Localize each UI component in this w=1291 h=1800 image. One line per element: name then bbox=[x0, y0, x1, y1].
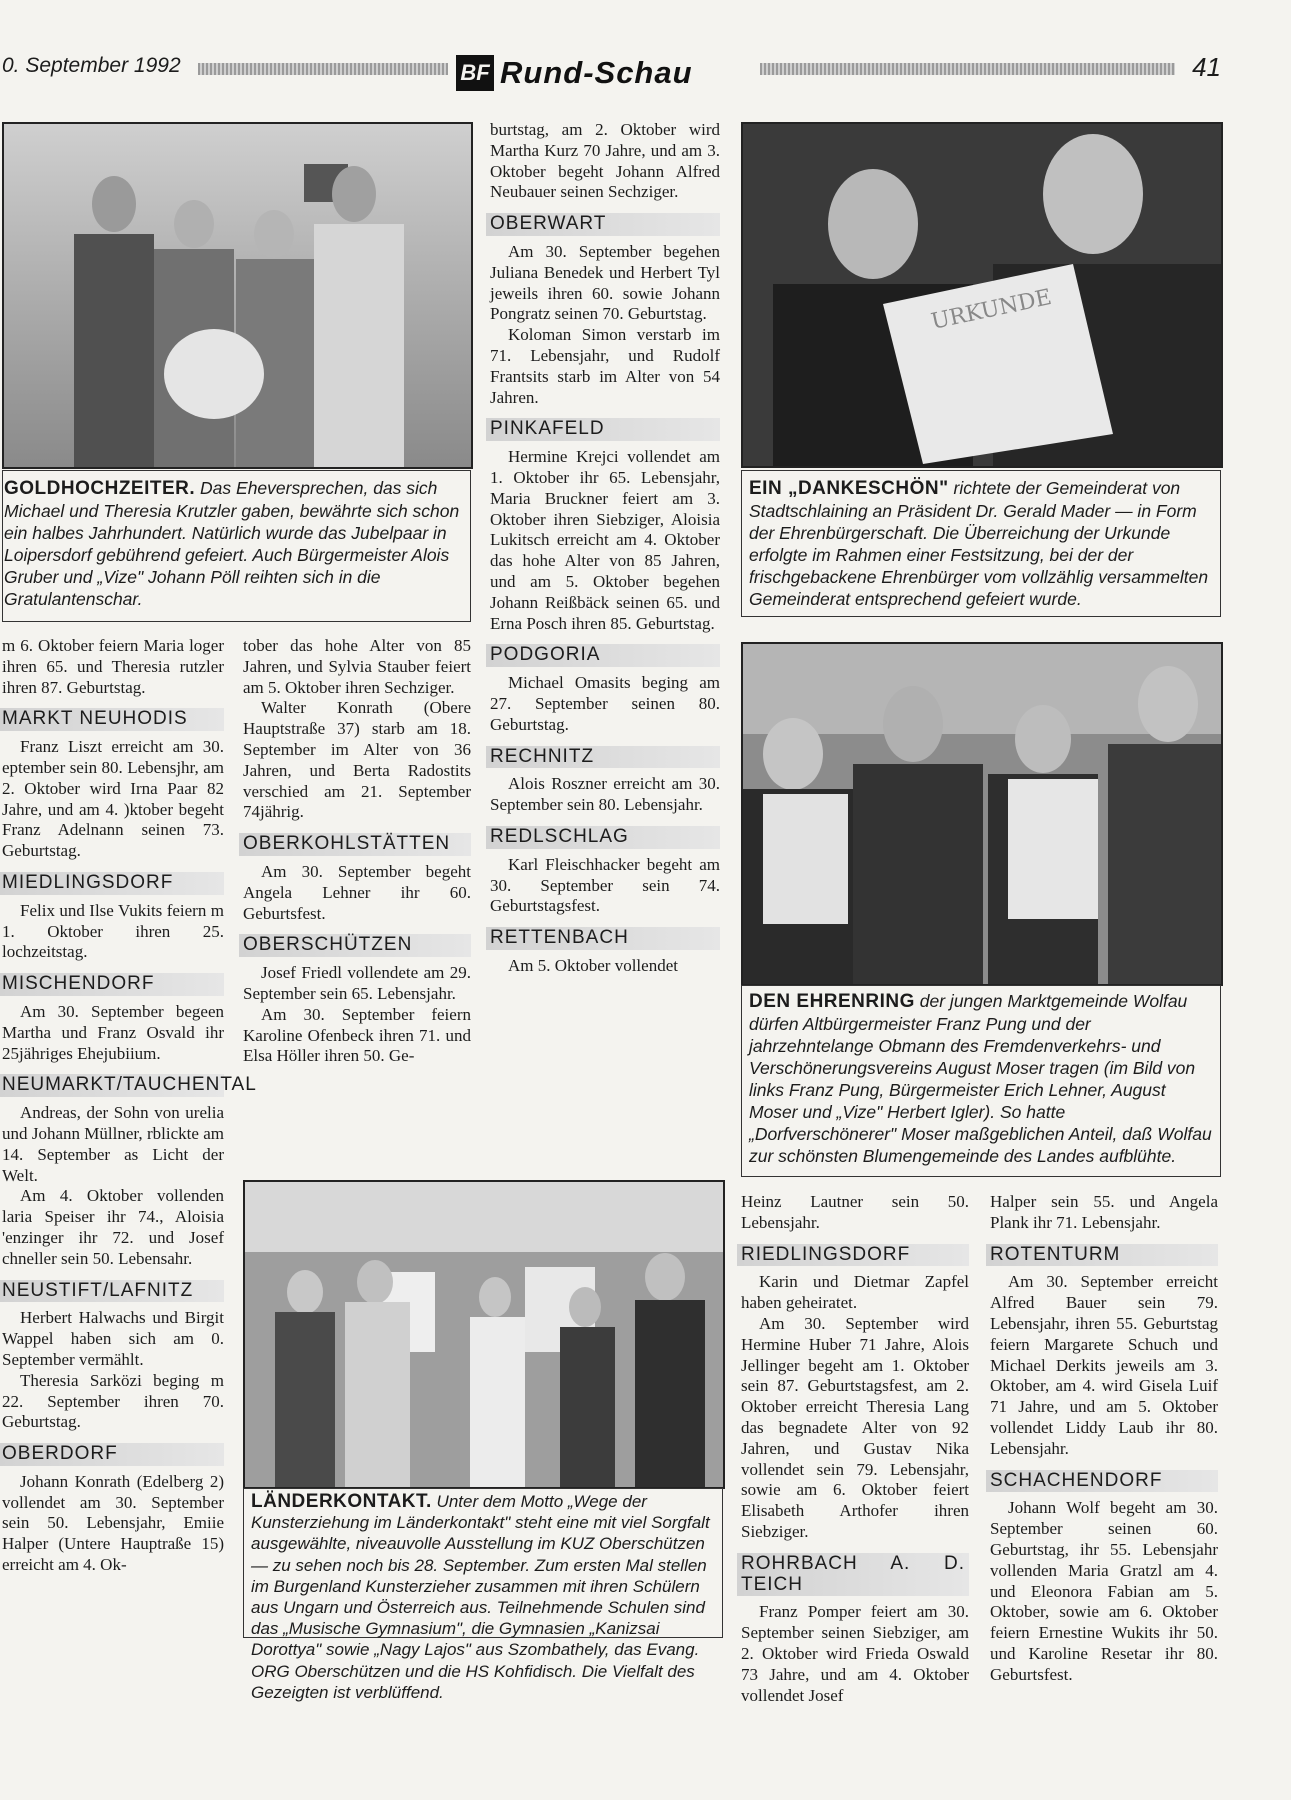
photo-exhibition bbox=[243, 1180, 725, 1489]
issue-date: 0. September 1992 bbox=[2, 54, 181, 77]
paragraph: Michael Omasits beging am 27. September seinen 80. Geburtstag. bbox=[490, 673, 720, 734]
header-rule-left bbox=[198, 63, 448, 75]
caption-lead: GOLDHOCHZEITER. bbox=[4, 478, 196, 499]
column-2 bbox=[243, 636, 471, 1067]
paragraph: Andreas, der Sohn von urelia und Johann Müllner, rblickte am 14. September as Licht der Welt. bbox=[2, 1103, 224, 1185]
paragraph: Franz Pomper feiert am 30. September seinen Siebziger, am 2. Oktober wird Frieda Oswald 73 Jahre, und am 4. Oktober vollendet Josef bbox=[741, 1602, 969, 1705]
section-heading-oberkohlstaetten: OBERKOHLSTÄTTEN bbox=[239, 833, 471, 856]
section-heading-oberwart: OBERWART bbox=[486, 213, 720, 236]
caption-text: der jungen Marktgemeinde Wolfau dürfen Altbürgermeister Franz Pung und der jahrzehntelange Obmann des Fremdenverkehrs- und Verschönerungsvereins August Moser tragen (im Bild von links Franz Pung, Bürgermeister Erich Lehner, August Moser und „Vize" Herbert Igler). So hatte „Dorfverschönerer" Moser maßgeblichen Anteil, daß Wolfau zur schönsten Blumengemeinde des Landes aufblühte. bbox=[749, 991, 1212, 1166]
section-heading-mischendorf: MISCHENDORF bbox=[0, 973, 224, 996]
paragraph: m 6. Oktober feiern Maria loger ihren 65. und Theresia rutzler ihren 87. Geburtstag. bbox=[2, 636, 224, 697]
paragraph: Koloman Simon verstarb im 71. Lebensjahr, und Rudolf Frantsits starb im Alter von 54 Jahren. bbox=[490, 325, 720, 407]
paragraph: Am 5. Oktober vollendet bbox=[508, 955, 678, 975]
section-heading-pinkafeld: PINKAFELD bbox=[486, 418, 720, 441]
caption-lead: DEN EHRENRING bbox=[749, 991, 915, 1012]
caption-text: Unter dem Motto „Wege der Kunsterziehung im Länderkontakt" steht eine mit viel Sorgfalt ausgewählte, niveauvolle Ausstellung im KUZ Oberschützen — zu sehen noch bis 28. September. Zum ersten Mal stellen im Burgenland Kunsterzieher zusammen mit ihren Schülern aus Ungarn und Österreich aus. Teilnehmende Schulen sind das „Musische Gymnasium", die Gymnasien „Kanizsai Dorottya" sowie „Nagy Lajos" aus Szombathely, das Evang. ORG Oberschützen und die HS Kohfidisch. Die Vielfalt des Gezeigten ist verblüffend. bbox=[251, 1492, 710, 1702]
photo-honor-ring bbox=[741, 642, 1223, 986]
paragraph: Theresia Sarközi beging m 22. September ihren 70. Geburtstag. bbox=[2, 1370, 224, 1432]
section-heading-oberdorf: OBERDORF bbox=[0, 1443, 224, 1466]
section-heading-neumarkt: NEUMARKT/TAUCHENTAL bbox=[0, 1074, 224, 1097]
paragraph: Heinz Lautner sein 50. Lebensjahr. bbox=[741, 1192, 969, 1232]
paragraph: Am 4. Oktober vollenden laria Speiser ihr 74., Aloisia 'enzinger ihr 72. und Josef chneller sein 50. Lebensahr. bbox=[2, 1186, 224, 1268]
column-3 bbox=[490, 120, 720, 977]
header-rule-right bbox=[760, 63, 1175, 75]
bf-logo-mark: BF bbox=[456, 55, 494, 91]
paragraph: Am 30. September begeht Angela Lehner ihr 60. Geburtsfest. bbox=[243, 861, 471, 923]
caption-text: Das Eheversprechen, das sich Michael und Theresia Krutzler gaben, bewährte sich schon ein halbes Jahrhundert. Natürlich wurde das Jubelpaar in Loipersdorf gebührend gefeiert. Auch Bürgermeister Alois Gruber und „Vize" Johann Pöll reihten sich in die Gratulantenschar. bbox=[4, 478, 460, 609]
masthead-logo bbox=[456, 53, 693, 93]
section-heading-rettenbach: RETTENBACH bbox=[486, 927, 720, 950]
section-heading-miedlingsdorf: MIEDLINGSDORF bbox=[0, 872, 224, 895]
paragraph: Herbert Halwachs und Birgit Wappel haben sich am 0. September vermählt. bbox=[2, 1308, 224, 1369]
paragraph: Franz Liszt erreicht am 30. eptember sein 80. Lebensjhr, am 2. Oktober wird Irna Paar 82 Jahre, und am 4. )ktober begeht Franz Adelnann seinen 73. Geburtstag. bbox=[2, 737, 224, 861]
section-heading-riedlingsdorf: RIEDLINGSDORF bbox=[737, 1244, 969, 1267]
section-heading-rotenturm: ROTENTURM bbox=[986, 1244, 1218, 1267]
caption-text: richtete der Gemeinderat von Stadtschlaining an Präsident Dr. Gerald Mader — in Form der Ehrenbürgerschaft. Die Überreichung der Urkunde erfolgte im Rahmen einer Festsitzung, bei der der frischgebackene Ehrenbürger vom vollzählig versammelten Gemeinderat entsprechend gefeiert wurde. bbox=[749, 478, 1209, 609]
photo-golden-wedding bbox=[2, 122, 473, 469]
paragraph: Hermine Krejci vollendet am 1. Oktober ihr 65. Lebensjahr, Maria Bruckner feiert am 3. Oktober ihren Siebziger, Aloisia Lukitsch erreicht am 4. Oktober das hohe Alter von 85 Jahren, und am 5. Oktober begehen Johann Reißbäck seinen 65. und Erna Posch ihren 85. Geburtstag. bbox=[490, 447, 720, 633]
caption-lead: EIN „DANKESCHÖN" bbox=[749, 478, 949, 499]
caption-honorary-citizen bbox=[749, 477, 1215, 610]
section-heading-oberschuetzen: OBERSCHÜTZEN bbox=[239, 934, 471, 957]
paragraph: Johann Konrath (Edelberg 2) vollendet am 30. September sein 50. Lebensjahr, Emiie Halper (Untere Hauptraße 15) erreicht am 4. Ok- bbox=[2, 1471, 224, 1575]
column-4 bbox=[741, 1192, 969, 1706]
paragraph: Am 30. September wird Hermine Huber 71 Jahre, Alois Jellinger begeht am 1. Oktober sein 87. Geburtstagsfest, am 2. Oktober erreicht Theresia Lang das begnadete Alter von 92 Jahren, und Gustav Nika vollendet sein 79. Lebensjahr, sowie am 6. Oktober feiert Elisabeth Arthofer ihren Siebziger. bbox=[741, 1313, 969, 1541]
section-heading-podgoria: PODGORIA bbox=[486, 644, 720, 667]
paragraph: tober das hohe Alter von 85 Jahren, und Sylvia Stauber feiert am 5. Oktober ihren Sechziger. bbox=[243, 636, 471, 697]
rundschau-title: Rund-Schau bbox=[500, 55, 693, 90]
paragraph: Karin und Dietmar Zapfel haben geheiratet. bbox=[741, 1272, 969, 1313]
certificate-text: URKUNDE bbox=[929, 284, 1054, 335]
paragraph: Felix und Ilse Vukits feiern m 1. Oktober ihren 25. lochzeitstag. bbox=[2, 900, 224, 962]
paragraph: Karl Fleischhacker begeht am 30. September sein 74. Geburtstagsfest. bbox=[490, 854, 720, 916]
paragraph: Am 30. September erreicht Alfred Bauer sein 79. Lebensjahr, ihren 55. Geburtstag feiern Margarete Schuch und Michael Derkits jeweils am 3. Oktober, am 4. wird Gisela Luif 71 Jahre, und am 5. Oktober vollendet Liddy Laub ihr 80. Lebensjahr. bbox=[990, 1272, 1218, 1458]
section-heading-neustift: NEUSTIFT/LAFNITZ bbox=[0, 1280, 224, 1303]
caption-golden-wedding bbox=[4, 477, 462, 610]
paragraph: Josef Friedl vollendete am 29. September sein 65. Lebensjahr. bbox=[243, 963, 471, 1003]
section-heading-rechnitz: RECHNITZ bbox=[486, 746, 720, 769]
paragraph: Am 30. September begeen Martha und Franz Osvald ihr 25jähriges Ehejubiium. bbox=[2, 1001, 224, 1063]
page-number: 41 bbox=[1192, 52, 1221, 82]
paragraph: Am 30. September begehen Juliana Benedek und Herbert Tyl jeweils ihren 60. sowie Johann Pongratz seinen 70. Geburtstag. bbox=[490, 241, 720, 324]
section-heading-rohrbach: ROHRBACH A. D. TEICH bbox=[737, 1553, 969, 1597]
section-heading-redlschlag: REDLSCHLAG bbox=[486, 826, 720, 849]
section-heading-schachendorf: SCHACHENDORF bbox=[986, 1470, 1218, 1493]
caption-lead: LÄNDERKONTAKT. bbox=[251, 1491, 432, 1512]
section-heading-markt-neuhodis: MARKT NEUHODIS bbox=[0, 708, 224, 731]
paragraph: Alois Roszner erreicht am 30. September sein 80. Lebensjahr. bbox=[490, 774, 720, 815]
paragraph: Halper sein 55. und Angela Plank ihr 71. Lebensjahr. bbox=[990, 1192, 1218, 1232]
paragraph: Walter Konrath (Obere Hauptstraße 37) starb am 18. September im Alter von 36 Jahren, und Berta Radostits verschied am 21. September 74jährig. bbox=[243, 698, 471, 822]
column-5 bbox=[990, 1192, 1218, 1686]
photo-honorary-citizen bbox=[741, 122, 1223, 468]
column-1 bbox=[2, 636, 257, 1576]
paragraph: Am 30. September feiern Karoline Ofenbeck ihren 71. und Elsa Höller ihren 50. Ge- bbox=[243, 1004, 471, 1066]
caption-exhibition bbox=[251, 1491, 717, 1703]
paragraph: burtstag, am 2. Oktober wird Martha Kurz 70 Jahre, und am 3. Oktober begeht Johann Alfred Neubauer seinen Sechziger. bbox=[490, 120, 720, 202]
paragraph: Johann Wolf begeht am 30. September seinen 60. Geburtstag, ihr 55. Lebensjahr vollenden Maria Gratzl am 4. und Eleonora Fabian am 5. Oktober, sowie am 6. Oktober feiern Ernestine Wukits ihr 50. und Karoline Resetar ihr 80. Geburtsfest. bbox=[990, 1498, 1218, 1684]
caption-honor-ring bbox=[749, 990, 1215, 1167]
